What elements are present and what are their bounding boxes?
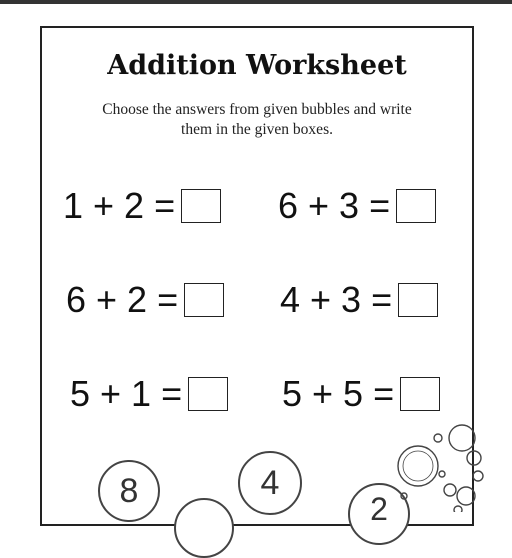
instruction-line-1: Choose the answers from given bubbles and write (102, 101, 412, 118)
problem-5-expression: 5 + 1 = (70, 373, 183, 414)
deco-bubble (439, 471, 445, 477)
problem-1-expression: 1 + 2 = (63, 185, 176, 226)
deco-bubble (449, 425, 475, 451)
problem-6-expression: 5 + 5 = (282, 373, 395, 414)
problem-2-expression: 6 + 3 = (278, 185, 391, 226)
instruction-line-2: them in the given boxes. (181, 121, 333, 138)
worksheet-title: Addition Worksheet (107, 50, 407, 81)
deco-bubble (457, 487, 475, 505)
deco-bubble (398, 446, 438, 486)
deco-bubble (467, 451, 481, 465)
problem-4-expression: 4 + 3 = (280, 279, 393, 320)
deco-bubble (454, 506, 462, 512)
deco-bubble (403, 451, 433, 481)
deco-bubble (434, 434, 442, 442)
problem-3-expression: 6 + 2 = (66, 279, 179, 320)
answer-bubble-8[interactable]: 8 (98, 460, 160, 522)
deco-bubble (444, 484, 456, 496)
answer-bubble-2[interactable]: 2 (348, 483, 410, 545)
deco-bubble (473, 471, 483, 481)
deco-bubble (401, 493, 407, 499)
answer-bubble-4[interactable]: 4 (238, 451, 302, 515)
